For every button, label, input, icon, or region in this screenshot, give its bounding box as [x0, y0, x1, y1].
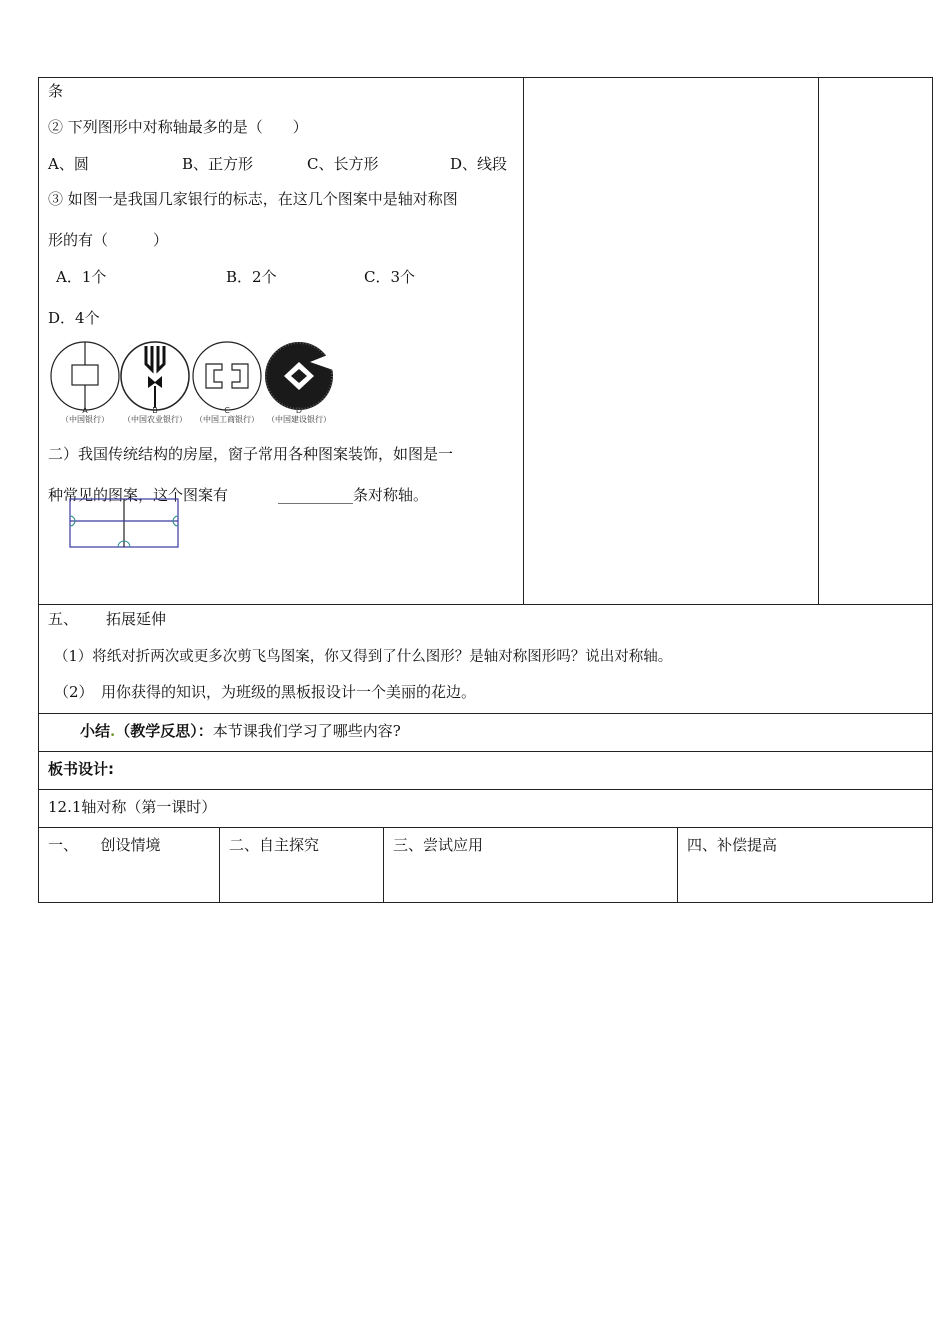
section5-number: 五、	[48, 610, 79, 628]
section5-item2: （2） 用你获得的知识，为班级的黑板报设计一个美丽的花边。	[54, 683, 477, 701]
logo-letter-a: A	[82, 406, 88, 415]
summary-dot: .	[110, 722, 116, 740]
summary-paren: （教学反思）：	[115, 722, 213, 740]
board-label: 板书设计:	[48, 760, 114, 778]
q3-option-a: A．1个	[56, 268, 107, 286]
logo-bank-b: （中国农业银行）	[123, 415, 187, 424]
window-pattern	[68, 496, 183, 551]
construction-bank-logo	[265, 342, 333, 410]
summary-text: 本节课我们学习了哪些内容?	[212, 722, 401, 740]
logo-letter-d: D	[295, 406, 303, 415]
q2-option-a: A、圆	[48, 155, 89, 173]
board-col-1: 一、 创设情境	[48, 836, 161, 854]
q3-option-d: D．4个	[48, 309, 100, 327]
continuation-text: 条	[48, 82, 64, 100]
logo-bank-a: （中国银行）	[61, 415, 109, 424]
q2-option-d: D、线段	[450, 155, 508, 173]
icbc-logo	[193, 342, 261, 410]
agricultural-bank-logo	[121, 342, 189, 410]
summary-row	[80, 720, 401, 741]
logo-bank-c: （中国工商银行）	[195, 415, 259, 424]
window-question-line1: 二）我国传统结构的房屋，窗子常用各种图案装饰，如图是一	[48, 445, 454, 463]
question-3-line1: ③ 如图一是我国几家银行的标志，在这几个图案中是轴对称图	[48, 190, 458, 208]
bank-logos	[48, 340, 343, 415]
board-col-2: 二、自主探究	[229, 836, 320, 854]
window-question-suffix: 条对称轴。	[353, 486, 429, 504]
q2-option-b: B、正方形	[182, 155, 254, 173]
bank-of-china-logo	[51, 342, 119, 410]
board-col-3: 三、尝试应用	[393, 836, 484, 854]
question-3-line2: 形的有（ ）	[48, 231, 169, 249]
logo-letter-c: C	[224, 406, 230, 415]
logo-letter-b: B	[152, 406, 158, 415]
logo-bank-d: （中国建设银行）	[267, 415, 331, 424]
board-col-4: 四、补偿提高	[687, 836, 778, 854]
section5-title: 拓展延伸	[106, 610, 167, 628]
summary-label: 小结	[80, 722, 111, 740]
q3-option-c: C．3个	[364, 268, 416, 286]
window-question-prefix: 种常见的图案，这个图案有	[48, 486, 229, 504]
q2-option-c: C、长方形	[307, 155, 379, 173]
section5-item1: （1）将纸对折两次或更多次剪飞鸟图案，你又得到了什么图形？是轴对称图形吗？说出对称轴。	[54, 649, 673, 665]
q3-option-b: B．2个	[226, 268, 277, 286]
answer-blank: __________	[278, 486, 354, 504]
board-title: 12.1轴对称（第一课时）	[48, 798, 217, 816]
question-2: ② 下列图形中对称轴最多的是（ ）	[48, 118, 308, 136]
